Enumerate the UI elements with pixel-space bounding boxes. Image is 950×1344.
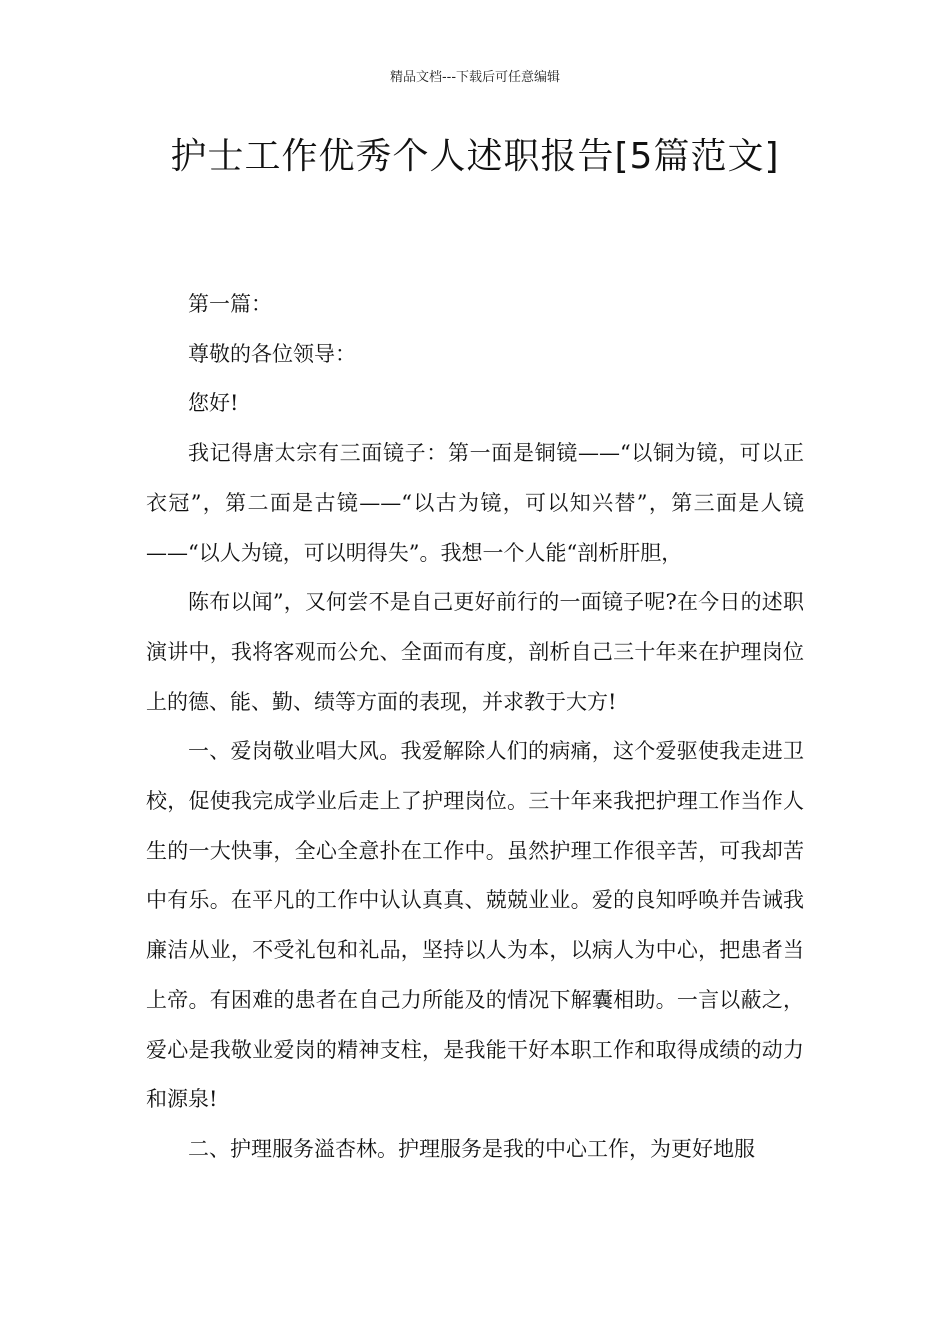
paragraph-section-heading: 第一篇： bbox=[188, 292, 272, 316]
paragraph-intro-continued: 陈布以闻”，又何尝不是自己更好前行的一面镜子呢?在今日的述职演讲中，我将客观而公允、全面而有度，剖析自己三十年来在护理岗位上的德、能、勤、绩等方面的表现，并求教于大方! bbox=[146, 590, 804, 714]
document-title: 护士工作优秀个人述职报告[5篇范文] bbox=[170, 136, 780, 177]
header-note: 精品文档---下载后可任意编辑 bbox=[389, 70, 561, 85]
paragraph-point-one: 一、爱岗敬业唱大风。我爱解除人们的病痛，这个爱驱使我走进卫校，促使我完成学业后走上了护理岗位。三十年来我把护理工作当作人生的一大快事，全心全意扑在工作中。虽然护理工作很辛苦，可我却苦中有乐。在平凡的工作中认认真真、兢兢业业。爱的良知呼唤并告诫我廉洁从业，不受礼包和礼品，坚持以人为本，以病人为中心，把患者当上帝。有困难的患者在自己力所能及的情况下解囊相助。一言以蔽之，爱心是我敬业爱岗的精神支柱，是我能干好本职工作和取得成绩的动力和源泉! bbox=[146, 739, 804, 1112]
paragraph-salutation: 尊敬的各位领导： bbox=[188, 341, 356, 366]
paragraph-greeting: 您好! bbox=[188, 391, 239, 416]
paragraph-point-two: 二、护理服务溢杏林。护理服务是我的中心工作，为更好地服 bbox=[188, 1136, 755, 1161]
paragraph-intro: 我记得唐太宗有三面镜子：第一面是铜镜——“以铜为镜，可以正衣冠”，第二面是古镜——“以古为镜，可以知兴替”，第三面是人镜——“以人为镜，可以明得失”。我想一个人能“剖析肝胆， bbox=[146, 441, 804, 565]
document-body bbox=[146, 280, 804, 1175]
